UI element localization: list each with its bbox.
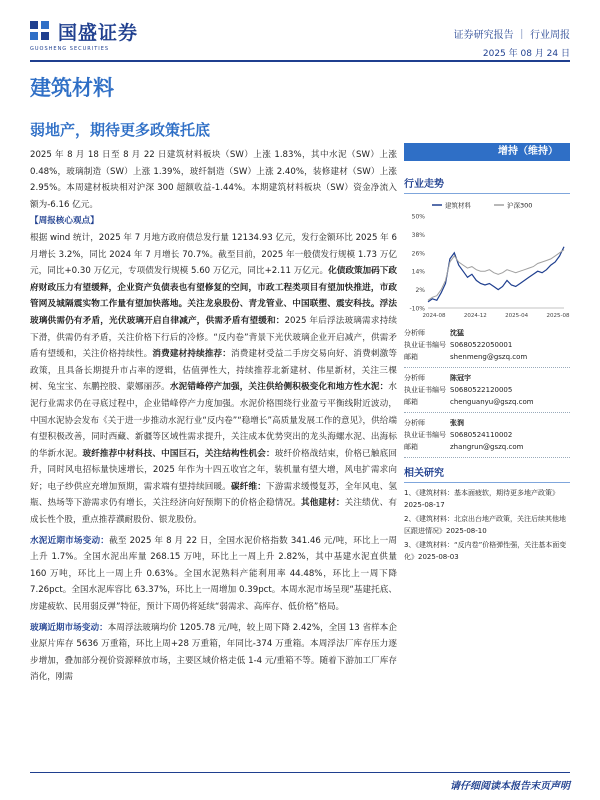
y-tick-label: -10% [409,305,425,313]
analyst-name-label: 分析师 [404,419,425,427]
header-divider [30,60,570,62]
footer-divider [30,772,570,773]
glass-paragraph [30,620,397,686]
cement-body: 截至 2025 年 8 月 22 日，全国水泥价格指数 341.46 元/吨，环比上一周上升 1.7%。全国水泥出库量 268.15 万吨，环比上一周上升 2.82%，其中基建水泥直供量 160 万吨，环比上一周上升 0.63%。全国水泥熟料产能利用率 44.48%，环比上一周下降 7.26pct。全国水泥库容比 63.37%，环比上一周增加 0.39pct。本周水泥市场呈现“基建托底、房建疲软、民用弱反弹”特征，预计下周仍将延续“弱需求、高库存、低价格”格局。 [30,535,397,613]
analyst-cert-row [404,339,570,351]
glass-title: 玻璃近期市场变动： [30,622,108,633]
analyst-cert-row [404,429,570,441]
analyst-cert-value: S0680522120005 [450,386,513,394]
analyst-cert-label: 执业证书编号 [404,386,446,394]
series-line-1 [428,250,564,301]
analyst-block [404,327,570,368]
x-tick-label: 2025-08 [546,313,570,319]
y-tick-label: 2% [415,287,425,295]
weekly-text-3: 消费建材受益二手房交易向好、消费刺激等政策，且具备长期提升市占率的逻辑，估值弹性大，持续推荐北新建材、伟星新材，关注三棵树、兔宝宝、东鹏控股、蒙娜丽莎。 [30,349,397,393]
footer-disclaimer: 请仔细阅读本报告末页声明 [450,781,570,792]
series-line-0 [428,247,564,302]
analyst-cert-row [404,384,570,396]
trend-chart [404,198,570,323]
analyst-email-label: 邮箱 [404,398,418,406]
sidebar-column [404,143,570,565]
analyst-cert-label: 执业证书编号 [404,341,446,349]
related-item[interactable]: 1、《建筑材料：基本面疲软，期待更多地产政策》2025-08-17 [404,489,559,509]
logo-text: 国盛证券 [58,22,139,44]
weekly-bold-3: 水泥错峰停产加强，关注供给侧积极变化和地方性水泥： [169,382,389,393]
report-type: 证券研究报告 ｜ 行业周报 [453,30,570,41]
logo-subtext: GUOSHENG SECURITIES [30,46,110,52]
main-text-column [30,147,397,686]
glass-body: 本周浮法玻璃均价 1205.78 元/吨，较上周下降 2.42%，全国 13 省样本企业原片库存 5636 万重箱，环比上周+28 万重箱，年同比-374 万重箱。本周浮法厂库存压力逐步增加，叠加部分视价资源释放市场，主要区域价格走低 1-4 元/重箱不等。随着下游加工厂库存消化，刚需 [30,622,397,683]
analyst-email-label: 邮箱 [404,353,418,361]
y-tick-label: 26% [411,250,425,258]
legend-label: 沪深300 [507,201,533,210]
analyst-cert-value: S0680524110002 [450,431,513,439]
analyst-name-value: 陈冠宇 [450,374,471,382]
page-title: 建筑材料 [30,76,114,100]
weekly-paragraph [30,230,397,529]
related-list [404,487,570,563]
y-tick-label: 14% [411,268,425,276]
x-tick-label: 2024-08 [422,313,446,319]
analyst-cert-label: 执业证书编号 [404,431,446,439]
weekly-text-5: 玻纤价格战结束，价格已触底回升，同时风电招标量快速增长，2025 年作为十四五收官之年，装机量有望大增，风电扩需求向好；电子纱供应充增加预期，需求端有望持续回暖。 [30,448,397,492]
cement-title: 水泥近期市场变动： [30,535,110,546]
report-header [30,18,570,58]
page-subtitle: 弱地产，期待更多政策托底 [30,121,211,139]
intro-paragraph: 2025 年 8 月 18 日至 8 月 22 日建筑材料板块（SW）上涨 1.83%，其中水泥（SW）上涨 0.48%，玻璃制造（SW）上涨 1.39%，玻纤制造（SW）上涨 2.40%，装修建材（SW）上涨 2.95%。本周建材板块相对沪深 300 超额收益-1.44%。本期建筑材料板块（SW）资金净流入额为-6.16 亿元。 [30,150,397,210]
weekly-section-title: 【周报核心观点】 [30,216,99,227]
analyst-name-value: 张润 [450,419,464,427]
analyst-email-value[interactable]: shenmeng@gszq.com [450,353,528,361]
analyst-email-value[interactable]: chenguanyu@gszq.com [450,398,534,406]
rating-badge: 增持（维持） [404,143,570,161]
report-date: 2025 年 08 月 24 日 [482,49,570,59]
analyst-name-label: 分析师 [404,374,425,382]
trend-section-title: 行业走势 [404,175,570,194]
weekly-bold-1: 化债政策加码下政府财政压力有望缓释，企业资产负债表也有望修复的空间，市政工程类项目有望加快推进，市政管网及城隔震实物工作量有望加快落地。关注龙泉股份、青龙管业、中国联塑、震安科技。浮法玻璃供需仍有矛盾，光伏玻璃开启自律减产，供需矛盾有望缓和： [30,266,397,326]
legend-label: 建筑材料 [445,201,471,210]
cement-paragraph [30,533,397,616]
analyst-email-row [404,441,570,453]
x-tick-label: 2024-12 [463,313,487,319]
trend-chart-svg [404,198,570,323]
weekly-bold-2: 消费建材持续推荐： [152,349,232,360]
logo [30,18,138,45]
analyst-name-row [404,417,570,429]
y-tick-label: 50% [411,213,425,221]
related-section-title: 相关研究 [404,464,570,483]
analyst-cert-value: S0680522050001 [450,341,513,349]
related-item[interactable]: 3、《建筑材料：“反内卷”价格弹性强，关注基本面变化》2025-08-03 [404,541,567,561]
logo-mark-icon [30,21,52,43]
weekly-text-4: 水泥行业需求仍在寻底过程中，企业错峰停产力度加强。水泥价格围绕行业盈亏平衡线附近波动，中国水泥协会发布《关于进一步推动水泥行业“反内卷”“稳增长”高质量发展工作的意见》，供给端有望积极改善，同时西藏、新疆等区域性需求提升，关注成本优势突出的龙头海螺水泥、出海标的华新水泥。 [30,382,397,459]
analyst-email-label: 邮箱 [404,443,418,451]
analyst-email-row [404,396,570,408]
weekly-bold-4: 玻纤推荐中材科技、中国巨石，关注结构性机会： [82,448,275,459]
weekly-text-2: 2025 年后浮法玻璃需求持续下滑，供需仍有矛盾，关注价格下行后的冷修。“反内卷”背景下光伏玻璃企业开启减产，供需矛盾有望缓和，关注价格持续性。 [30,315,397,360]
analyst-email-value[interactable]: zhangrun@gszq.com [450,443,524,451]
analyst-name-row [404,372,570,384]
analyst-block [404,417,570,458]
weekly-bold-6: 其他建材： [300,498,345,509]
x-tick-label: 2025-04 [505,313,529,319]
y-tick-label: 38% [411,231,425,239]
analyst-name-row [404,327,570,339]
related-item[interactable]: 2、《建筑材料：北京出台地产政策，关注后续其他地区跟进情况》2025-08-10 [404,515,566,535]
weekly-text-6: 下游需求缓慢复苏，全年风电、氢瓶、热场等下游需求仍有增长，关注经济向好预期下的价格企稳情况。 [30,481,397,509]
weekly-text-1: 根据 wind 统计，2025 年 7 月地方政府债总发行量 12134.93 亿元，发行金额环比 2025 年 6 月增长 3.2%，同比 2024 年 7 月增长 70.7%。截至目前，2025 年一般债发行规模 1.73 万亿元，同比+0.30 万亿元，专项债发行规模 5.60 万亿元，同比+2.11 万亿元。 [30,232,397,277]
weekly-bold-5: 碳纤维： [231,481,267,492]
analyst-name-value: 沈猛 [450,329,464,337]
analyst-block [404,372,570,413]
analyst-email-row [404,351,570,363]
analyst-name-label: 分析师 [404,329,425,337]
weekly-text-7: 关注绩优、有成长性个股，重点推荐濮耐股份、银龙股份。 [30,498,397,526]
analyst-list [404,327,570,458]
